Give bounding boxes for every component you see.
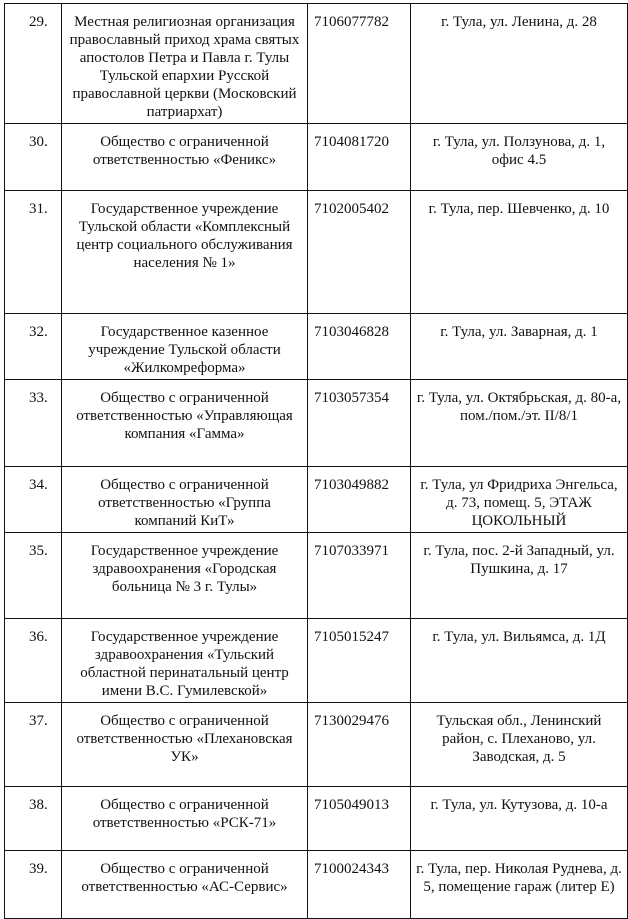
row-number: 34.: [5, 467, 62, 533]
row-number: 38.: [5, 787, 62, 851]
organization-name: Общество с ограниченной ответственностью «Группа компаний КиТ»: [62, 467, 308, 533]
table-body: [5, 4, 628, 919]
table-row: [5, 467, 628, 533]
organization-address: г. Тула, пос. 2-й Западный, ул. Пушкина, д. 17: [411, 533, 628, 619]
organization-address: г. Тула, ул. Ползунова, д. 1, офис 4.5: [411, 124, 628, 191]
table-row: [5, 787, 628, 851]
row-number: 30.: [5, 124, 62, 191]
inn-value: 7104081720: [308, 124, 411, 191]
organization-name: Государственное учреждение здравоохранения «Тульский областной перинатальный центр имени В.С. Гумилевской»: [62, 619, 308, 703]
row-number: 39.: [5, 851, 62, 919]
inn-value: 7103057354: [308, 380, 411, 467]
table-row: [5, 380, 628, 467]
inn-value: 7103046828: [308, 314, 411, 380]
inn-value: 7100024343: [308, 851, 411, 919]
row-number: 31.: [5, 191, 62, 314]
organizations-table: [4, 3, 628, 919]
inn-value: 7102005402: [308, 191, 411, 314]
inn-value: 7107033971: [308, 533, 411, 619]
organization-address: г. Тула, пер. Шевченко, д. 10: [411, 191, 628, 314]
row-number: 29.: [5, 4, 62, 124]
inn-value: 7103049882: [308, 467, 411, 533]
organization-address: г. Тула, ул. Октябрьская, д. 80-а, пом./пом./эт. II/8/1: [411, 380, 628, 467]
row-number: 37.: [5, 703, 62, 787]
organization-name: Общество с ограниченной ответственностью «Управляющая компания «Гамма»: [62, 380, 308, 467]
table-row: [5, 4, 628, 124]
row-number: 32.: [5, 314, 62, 380]
organization-name: Общество с ограниченной ответственностью «Плехановская УК»: [62, 703, 308, 787]
row-number: 33.: [5, 380, 62, 467]
row-number: 36.: [5, 619, 62, 703]
organization-name: Общество с ограниченной ответственностью «АС-Сервис»: [62, 851, 308, 919]
table-row: [5, 703, 628, 787]
table-row: [5, 619, 628, 703]
inn-value: 7105049013: [308, 787, 411, 851]
organization-address: г. Тула, ул. Ленина, д. 28: [411, 4, 628, 124]
organization-name: Общество с ограниченной ответственностью «РСК-71»: [62, 787, 308, 851]
table-row: [5, 124, 628, 191]
organization-address: г. Тула, ул Фридриха Энгельса, д. 73, помещ. 5, ЭТАЖ ЦОКОЛЬНЫЙ: [411, 467, 628, 533]
organization-address: Тульская обл., Ленинский район, с. Плеханово, ул. Заводская, д. 5: [411, 703, 628, 787]
table-row: [5, 533, 628, 619]
inn-value: 7130029476: [308, 703, 411, 787]
table-row: [5, 191, 628, 314]
organization-address: г. Тула, пер. Николая Руднева, д. 5, помещение гараж (литер Е): [411, 851, 628, 919]
organization-name: Местная религиозная организация православный приход храма святых апостолов Петра и Павла г. Тулы Тульской епархии Русской православной церкви (Московский патриархат): [62, 4, 308, 124]
table-row: [5, 314, 628, 380]
inn-value: 7106077782: [308, 4, 411, 124]
organization-name: Общество с ограниченной ответственностью «Феникс»: [62, 124, 308, 191]
organization-name: Государственное учреждение Тульской области «Комплексный центр социального обслуживания населения № 1»: [62, 191, 308, 314]
organization-address: г. Тула, ул. Кутузова, д. 10-а: [411, 787, 628, 851]
inn-value: 7105015247: [308, 619, 411, 703]
row-number: 35.: [5, 533, 62, 619]
table-row: [5, 851, 628, 919]
organization-name: Государственное казенное учреждение Тульской области «Жилкомреформа»: [62, 314, 308, 380]
organization-address: г. Тула, ул. Заварная, д. 1: [411, 314, 628, 380]
organization-name: Государственное учреждение здравоохранения «Городская больница № 3 г. Тулы»: [62, 533, 308, 619]
organization-address: г. Тула, ул. Вильямса, д. 1Д: [411, 619, 628, 703]
